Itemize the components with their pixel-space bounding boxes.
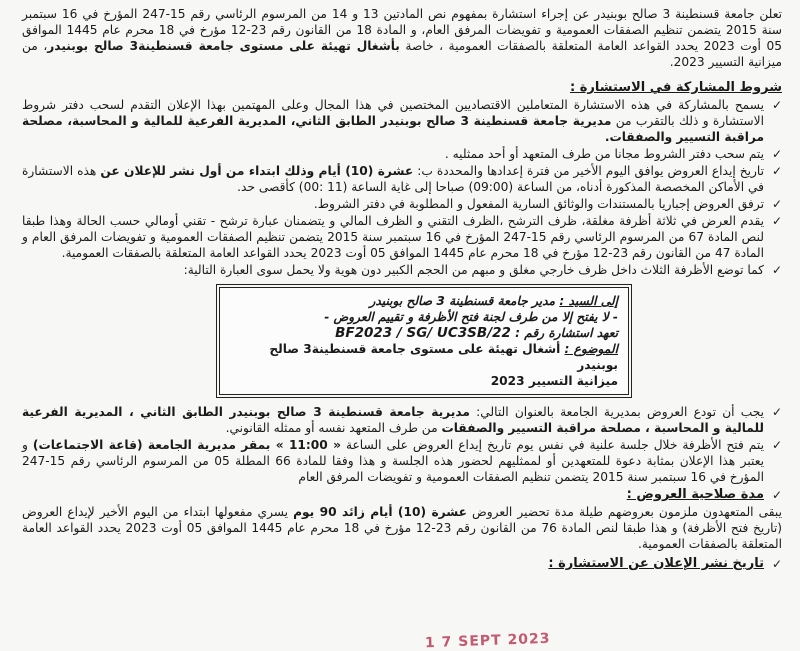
checkmark-icon: ✓	[771, 98, 782, 112]
checkmark-icon: ✓	[771, 197, 782, 211]
condition-item: ✓ ترفق العروض إجباريا بالمستندات والوثائق السارية المفعول و المطلوبة في دفتر الشروط.	[313, 197, 782, 211]
checkmark-icon: ✓	[771, 164, 782, 178]
envelope-budget: ميزانية التسيير 2023	[490, 374, 618, 388]
checkmark-icon: ✓	[771, 438, 782, 452]
intro-paragraph	[22, 6, 782, 70]
checkmark-icon: ✓	[771, 214, 782, 228]
announcement-document	[22, 6, 782, 573]
conditions-title: شروط المشاركة في الاستشارة :	[569, 80, 782, 95]
intro-tail: ، من ميزانية التسيير 2023.	[22, 39, 782, 69]
consultation-number: تعهد استشارة رقم : BF2023 / SG/ UC3SB/22	[335, 325, 618, 341]
intro-text: تعلن جامعة قسنطينة 3 صالح بوبنيدر عن إجراء استشارة بمفهوم نص المادتين 13 و 14 من المرسوم الرئاسي رقم 15-247 المؤرخ في 16 سبتمبر سنة 2015 يتضمن تنظيم الصفقات العمومية و تفويضات المرفق العام، و المادة 18 من القانون رقم 23-12 مؤرخ في 18 محرم عام 1445 الموافق 05 أوت 2023 يحدد القواعد العامة المتعلقة بالصفقات العمومية ، خاصة	[22, 7, 782, 53]
validity-paragraph: يبقى المتعهدون ملزمون بعروضهم طيلة مدة تحضير العروض عشرة (10) أيام زائد 90 يوم يسري مفعولها ابتداء من اليوم الأخير لإيداع العروض (تاريخ فتح الأظرفة) و هذا طبقا لنص المادة 76 من القانون رقم 23-12 مؤرخ في 18 محرم عام 1445 الموافق 05 أوت 2023 يحدد القواعد العامة المتعلقة بالصفقات العمومية.	[22, 505, 782, 551]
condition-item: ✓ يقدم العرض في ثلاثة أظرفة مغلقة، ظرف الترشح ،الظرف التقني و الظرف المالي و يتضمنان عبارة ترشح - تقني أومالي حسب الحالة وهذا طبقا لنص المادة 67 من المرسوم الرئاسي رقم 15-247 المؤرخ في 16 سبتمبر سنة 2015 يتضمن تنظيم الصفقات العمومية و تفويضات المرفق العام و المادة 47 من القانون رقم 23-12 مؤرخ في 18 محرم عام 1445 الموافق 05 أوت 2023 يحدد القواعد العامة المتعلقة بالصفقات العمومية.	[22, 214, 782, 260]
intro-bold: بأشغال تهيئة على مستوى جامعة قسنطينة3 صالح بوبنيدر	[47, 39, 400, 53]
checkmark-icon: ✓	[771, 405, 782, 419]
condition-item: ✓ يتم سحب دفتر الشروط مجانا من طرف المتعهد أو أحد ممثليه .	[444, 147, 782, 161]
checkmark-icon: ✓	[771, 488, 782, 502]
condition-item: ✓ كما توضع الأظرفة الثلاث داخل ظرف خارجي مغلق و مبهم من الحجم الكبير دون هوية ولا يحمل سوى العبارة التالية:	[183, 263, 782, 277]
checkmark-icon: ✓	[771, 557, 782, 571]
date-stamp: 1 7 SEPT 2023	[424, 630, 551, 651]
do-not-open-notice: - لا يفتح إلا من طرف لجنة فتح الأظرفة و تقييم العروض -	[324, 310, 618, 324]
checkmark-icon: ✓	[771, 263, 782, 277]
validity-title-row: ✓ مدة صلاحية العروض :	[626, 487, 782, 502]
checkmark-icon: ✓	[771, 147, 782, 161]
envelope-recipient: إلى السيد : مدير جامعة قسنطينة 3 صالح بوبنيدر	[369, 294, 618, 308]
condition-item: ✓ يسمح بالمشاركة في هذه الاستشارة المتعاملين الاقتصاديين المختصين في هذا المجال وعلى المهتمين بهذا الإعلان التقدم لسحب دفتر شروط الاستشارة و ذلك بالتقرب من مديرية جامعة قسنطينة 3 صالح بوبنيدر الطابق الثاني، المديرية الفرعية للمالية و المحاسبة، مصلحة مراقبة التسيير والصفقات.	[22, 98, 782, 144]
envelope-subject: الموضوع : أشغال تهيئة على مستوى جامعة قسنطينة3 صالح بوبنيدر	[269, 342, 618, 372]
deposit-item: ✓ يتم فتح الأظرفة خلال جلسة علنية في نفس يوم تاريخ إيداع العروض على الساعة « 11:00 » بمقر مديرية الجامعة (قاعة الاجتماعات) و يعتبر هذا الإعلان بمثابة دعوة للمتعهدين أو لممثليهم لحضور هذه الجلسة و هذا وفقا للمادة 66 المطلة 05 من المرسوم الرئاسي رقم 15-247 المؤرخ في 16 سبتمبر سنة 2015 يتضمن تنظيم الصفقات العمومية و تفويضات المرفق العام	[22, 438, 782, 484]
deposit-item: ✓ يجب أن تودع العروض بمديرية الجامعة بالعنوان التالي: مديرية جامعة قسنطينة 3 صالح بوبنيدر الطابق الثاني ، المديرية الفرعية للمالية و المحاسبة ، مصلحة مراقبة التسيير والصفقات من طرف المتعهد نفسه أو ممثله القانوني.	[22, 405, 782, 435]
envelope-label-box	[216, 284, 632, 398]
condition-item: ✓ تاريخ إيداع العروض يوافق اليوم الأخير من فترة إعدادها والمحددة ب: عشرة (10) أيام وذلك ابتداء من أول نشر للإعلان عن هذه الاستشارة في الأماكن المخصصة المذكورة أدناه، من الساعة (09:00) صباحا إلى غاية الساعة (11 :00) كأقصى حد.	[22, 164, 782, 194]
publication-title-row: ✓ تاريخ نشر الإعلان عن الاستشارة :	[548, 556, 782, 571]
